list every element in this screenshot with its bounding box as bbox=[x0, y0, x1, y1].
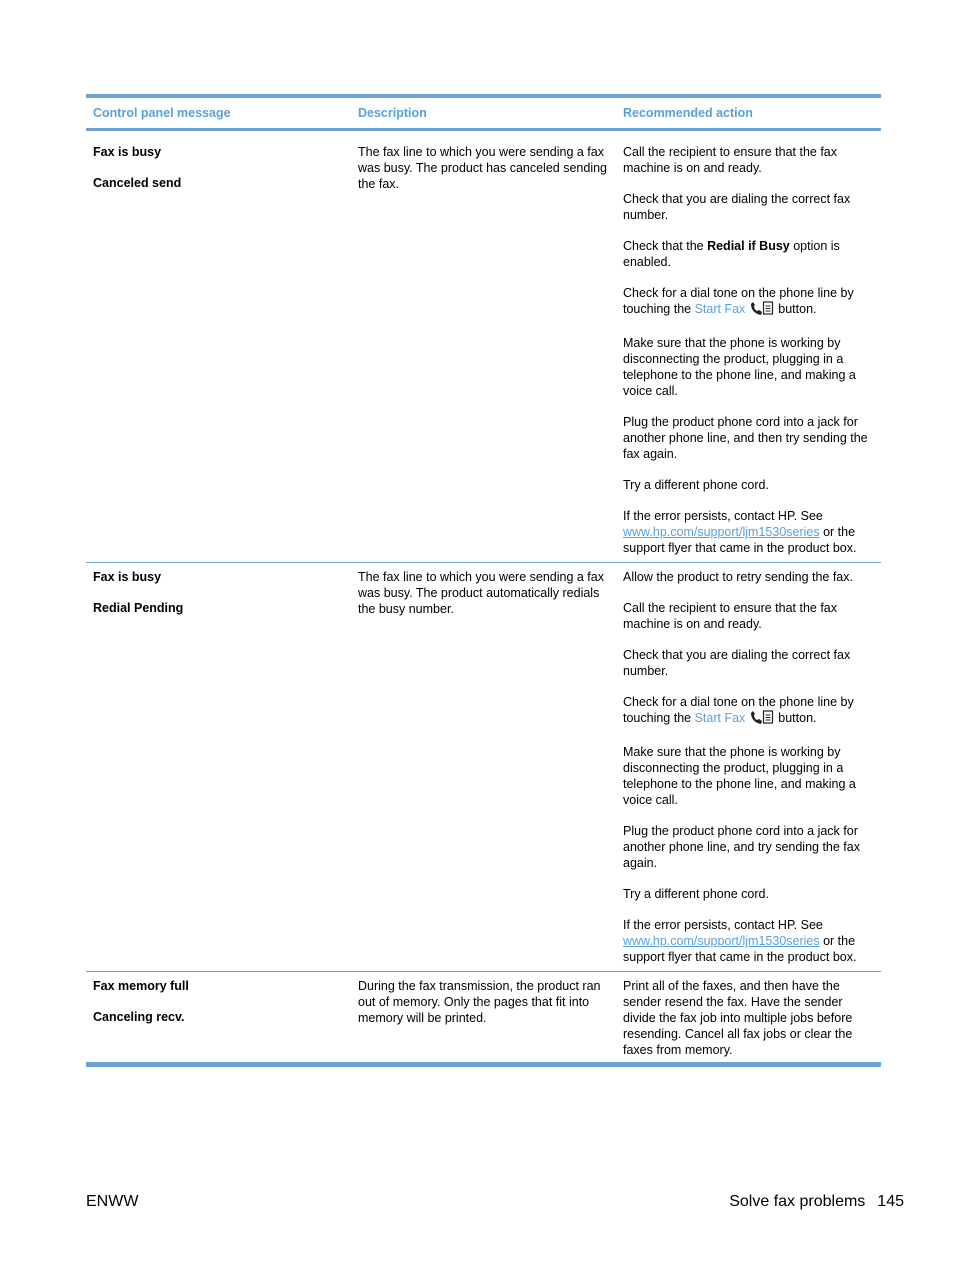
message-primary: Fax is busy bbox=[93, 145, 162, 159]
description-cell: The fax line to which you were sending a fax was busy. The product automatically redials the busy number. bbox=[358, 570, 604, 616]
message-cell bbox=[86, 978, 351, 1058]
action-text: or the support flyer that came in the product box. bbox=[623, 525, 857, 555]
start-fax-icon bbox=[749, 301, 775, 320]
action-item bbox=[623, 285, 876, 320]
message-cell bbox=[86, 144, 351, 556]
action-cell bbox=[616, 144, 881, 556]
action-item bbox=[623, 694, 876, 729]
action-item bbox=[623, 238, 876, 270]
action-item: Check that you are dialing the correct fax number. bbox=[623, 648, 851, 678]
action-item: Call the recipient to ensure that the fax machine is on and ready. bbox=[623, 601, 838, 631]
action-item bbox=[623, 917, 876, 965]
action-item: Plug the product phone cord into a jack for another phone line, and then try sending the fax again. bbox=[623, 415, 868, 461]
support-link[interactable]: www.hp.com/support/ljm1530series bbox=[623, 525, 820, 539]
footer-edition: ENWW bbox=[86, 1193, 139, 1210]
action-cell bbox=[616, 569, 881, 965]
redial-if-busy-option: Redial if Busy bbox=[707, 239, 790, 253]
footer-section bbox=[717, 1193, 904, 1211]
support-link[interactable]: www.hp.com/support/ljm1530series bbox=[623, 934, 820, 948]
action-item: Try a different phone cord. bbox=[623, 478, 769, 492]
table-row bbox=[86, 972, 881, 1062]
description-cell: The fax line to which you were sending a fax was busy. The product has canceled sending the fax. bbox=[358, 145, 607, 191]
message-primary: Fax memory full bbox=[93, 979, 189, 993]
action-item: Check that you are dialing the correct fax number. bbox=[623, 192, 851, 222]
start-fax-link[interactable]: Start Fax bbox=[694, 302, 746, 316]
action-item: Make sure that the phone is working by disconnecting the product, plugging in a telephone to the phone line, and making a voice call. bbox=[623, 745, 856, 807]
message-secondary: Redial Pending bbox=[93, 601, 184, 615]
action-text: Check that the bbox=[623, 239, 708, 253]
action-item: Make sure that the phone is working by disconnecting the product, plugging in a telephone to the phone line, and making a voice call. bbox=[623, 336, 856, 398]
start-fax-icon bbox=[749, 710, 775, 729]
action-item: Try a different phone cord. bbox=[623, 887, 769, 901]
action-text: button. bbox=[774, 302, 817, 316]
table-row bbox=[86, 563, 881, 971]
action-text: option is enabled. bbox=[623, 239, 840, 269]
action-text: button. bbox=[774, 711, 817, 725]
table-header bbox=[86, 98, 881, 128]
action-text: If the error persists, contact HP. See bbox=[623, 918, 823, 932]
header-control-panel-message: Control panel message bbox=[93, 106, 231, 120]
header-description: Description bbox=[358, 106, 427, 120]
table-bottom-rule bbox=[86, 1062, 881, 1067]
action-text: If the error persists, contact HP. See bbox=[623, 509, 823, 523]
action-item: Plug the product phone cord into a jack for another phone line, and try sending the fax again. bbox=[623, 824, 860, 870]
page-number: 145 bbox=[877, 1193, 904, 1210]
message-secondary: Canceling recv. bbox=[93, 1010, 185, 1024]
table-row bbox=[86, 131, 881, 562]
action-item: Print all of the faxes, and then have the sender resend the fax. Have the sender divide the fax job into multiple jobs before resending. Cancel all fax jobs or clear the faxes from memory. bbox=[623, 979, 853, 1057]
footer-section-title: Solve fax problems bbox=[729, 1193, 866, 1210]
message-cell bbox=[86, 569, 351, 965]
header-recommended-action: Recommended action bbox=[623, 106, 753, 120]
message-secondary: Canceled send bbox=[93, 176, 182, 190]
action-text: or the support flyer that came in the product box. bbox=[623, 934, 857, 964]
description-cell: During the fax transmission, the product ran out of memory. Only the pages that fit into memory will be printed. bbox=[358, 979, 601, 1025]
action-item: Allow the product to retry sending the fax. bbox=[623, 570, 853, 584]
message-primary: Fax is busy bbox=[93, 570, 162, 584]
action-item: Call the recipient to ensure that the fax machine is on and ready. bbox=[623, 145, 838, 175]
action-item bbox=[623, 508, 876, 556]
fax-errors-table bbox=[86, 94, 881, 1067]
action-text: Check for a dial tone on the phone line by touching the bbox=[623, 286, 854, 316]
action-cell bbox=[616, 978, 881, 1058]
action-text: Check for a dial tone on the phone line by touching the bbox=[623, 695, 854, 725]
start-fax-link[interactable]: Start Fax bbox=[694, 711, 746, 725]
